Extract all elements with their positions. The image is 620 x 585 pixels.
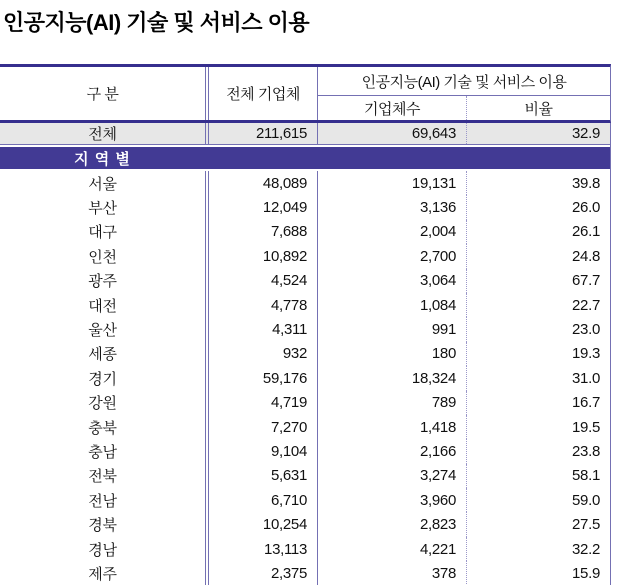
ai-ratio-value: 32.2 xyxy=(466,537,610,561)
ai-ratio-value: 22.7 xyxy=(466,293,610,317)
ai-count-value: 3,064 xyxy=(317,269,466,293)
region-label: 전북 xyxy=(88,468,117,486)
header-ai-count: 기업체수 xyxy=(317,96,466,120)
header-category: 구 분 xyxy=(0,67,205,120)
total-value: 12,049 xyxy=(205,195,317,219)
ai-ratio-value: 15.9 xyxy=(466,561,610,585)
table-row xyxy=(0,317,610,341)
table-row xyxy=(0,195,610,219)
table-header xyxy=(0,64,611,123)
total-value: 4,311 xyxy=(205,317,317,341)
total-value: 932 xyxy=(205,342,317,366)
table-row xyxy=(0,512,610,536)
region-label: 충남 xyxy=(88,443,117,461)
ai-ratio-value: 67.7 xyxy=(466,269,610,293)
ai-ratio-value: 26.1 xyxy=(466,220,610,244)
header-ai-ratio: 비율 xyxy=(466,96,610,120)
statistics-table xyxy=(0,64,611,585)
ai-count-value: 180 xyxy=(317,342,466,366)
region-label: 전남 xyxy=(88,492,117,510)
ai-count-value: 1,418 xyxy=(317,415,466,439)
region-label: 충북 xyxy=(88,419,117,437)
table-row xyxy=(0,342,610,366)
total-row xyxy=(0,123,610,145)
total-row-ratio-value: 32.9 xyxy=(466,123,610,144)
ai-count-value: 2,823 xyxy=(317,512,466,536)
table-row xyxy=(0,537,610,561)
ai-ratio-value: 23.8 xyxy=(466,439,610,463)
ai-ratio-value: 16.7 xyxy=(466,391,610,415)
total-value: 59,176 xyxy=(205,366,317,390)
table-row xyxy=(0,269,610,293)
total-value: 10,892 xyxy=(205,244,317,268)
ai-count-value: 18,324 xyxy=(317,366,466,390)
region-label: 경남 xyxy=(88,541,117,559)
header-ai-usage-group: 인공지능(AI) 기술 및 서비스 이용 xyxy=(317,67,610,96)
ai-ratio-value: 26.0 xyxy=(466,195,610,219)
total-value: 13,113 xyxy=(205,537,317,561)
ai-ratio-value: 39.8 xyxy=(466,171,610,195)
region-label: 서울 xyxy=(88,175,117,193)
region-label: 강원 xyxy=(88,395,117,413)
ai-ratio-value: 58.1 xyxy=(466,464,610,488)
table-row xyxy=(0,244,610,268)
ai-ratio-value: 27.5 xyxy=(466,512,610,536)
total-value: 48,089 xyxy=(205,171,317,195)
region-label: 부산 xyxy=(88,200,117,218)
region-label: 인천 xyxy=(88,248,117,266)
table-row xyxy=(0,415,610,439)
total-row-label: 전체 xyxy=(0,123,205,144)
table-row xyxy=(0,171,610,195)
section-banner-region xyxy=(0,147,610,169)
region-label: 제주 xyxy=(88,565,117,583)
ai-count-value: 2,700 xyxy=(317,244,466,268)
ai-count-value: 3,136 xyxy=(317,195,466,219)
header-total-companies: 전체 기업체 xyxy=(205,67,317,120)
ai-ratio-value: 24.8 xyxy=(466,244,610,268)
total-value: 6,710 xyxy=(205,488,317,512)
ai-count-value: 3,960 xyxy=(317,488,466,512)
region-label: 세종 xyxy=(88,346,117,364)
total-value: 7,688 xyxy=(205,220,317,244)
ai-count-value: 19,131 xyxy=(317,171,466,195)
ai-count-value: 4,221 xyxy=(317,537,466,561)
table-row xyxy=(0,293,610,317)
table-row xyxy=(0,366,610,390)
ai-count-value: 3,274 xyxy=(317,464,466,488)
total-value: 7,270 xyxy=(205,415,317,439)
region-label: 울산 xyxy=(88,322,117,340)
ai-count-value: 991 xyxy=(317,317,466,341)
table-row xyxy=(0,561,610,585)
region-label: 광주 xyxy=(88,273,117,291)
table-row xyxy=(0,488,610,512)
total-value: 10,254 xyxy=(205,512,317,536)
ai-count-value: 789 xyxy=(317,391,466,415)
table-row xyxy=(0,439,610,463)
table-row xyxy=(0,464,610,488)
ai-ratio-value: 59.0 xyxy=(466,488,610,512)
table-body xyxy=(0,123,611,585)
total-value: 4,778 xyxy=(205,293,317,317)
ai-ratio-value: 19.3 xyxy=(466,342,610,366)
ai-count-value: 378 xyxy=(317,561,466,585)
region-label: 대전 xyxy=(88,297,117,315)
table-row xyxy=(0,220,610,244)
ai-count-value: 2,004 xyxy=(317,220,466,244)
total-value: 2,375 xyxy=(205,561,317,585)
table-row xyxy=(0,391,610,415)
total-value: 4,719 xyxy=(205,391,317,415)
section-banner-label: 지 역 별 xyxy=(74,150,131,168)
total-value: 9,104 xyxy=(205,439,317,463)
ai-count-value: 1,084 xyxy=(317,293,466,317)
ai-ratio-value: 31.0 xyxy=(466,366,610,390)
total-row-count-value: 69,643 xyxy=(317,123,466,144)
region-label: 경북 xyxy=(88,517,117,535)
region-label: 대구 xyxy=(88,224,117,242)
total-value: 4,524 xyxy=(205,269,317,293)
total-value: 5,631 xyxy=(205,464,317,488)
ai-ratio-value: 19.5 xyxy=(466,415,610,439)
page-title: 인공지능(AI) 기술 및 서비스 이용 xyxy=(3,10,310,35)
region-rows xyxy=(0,171,610,585)
ai-count-value: 2,166 xyxy=(317,439,466,463)
region-label: 경기 xyxy=(88,370,117,388)
total-row-total-value: 211,615 xyxy=(205,123,317,144)
ai-ratio-value: 23.0 xyxy=(466,317,610,341)
